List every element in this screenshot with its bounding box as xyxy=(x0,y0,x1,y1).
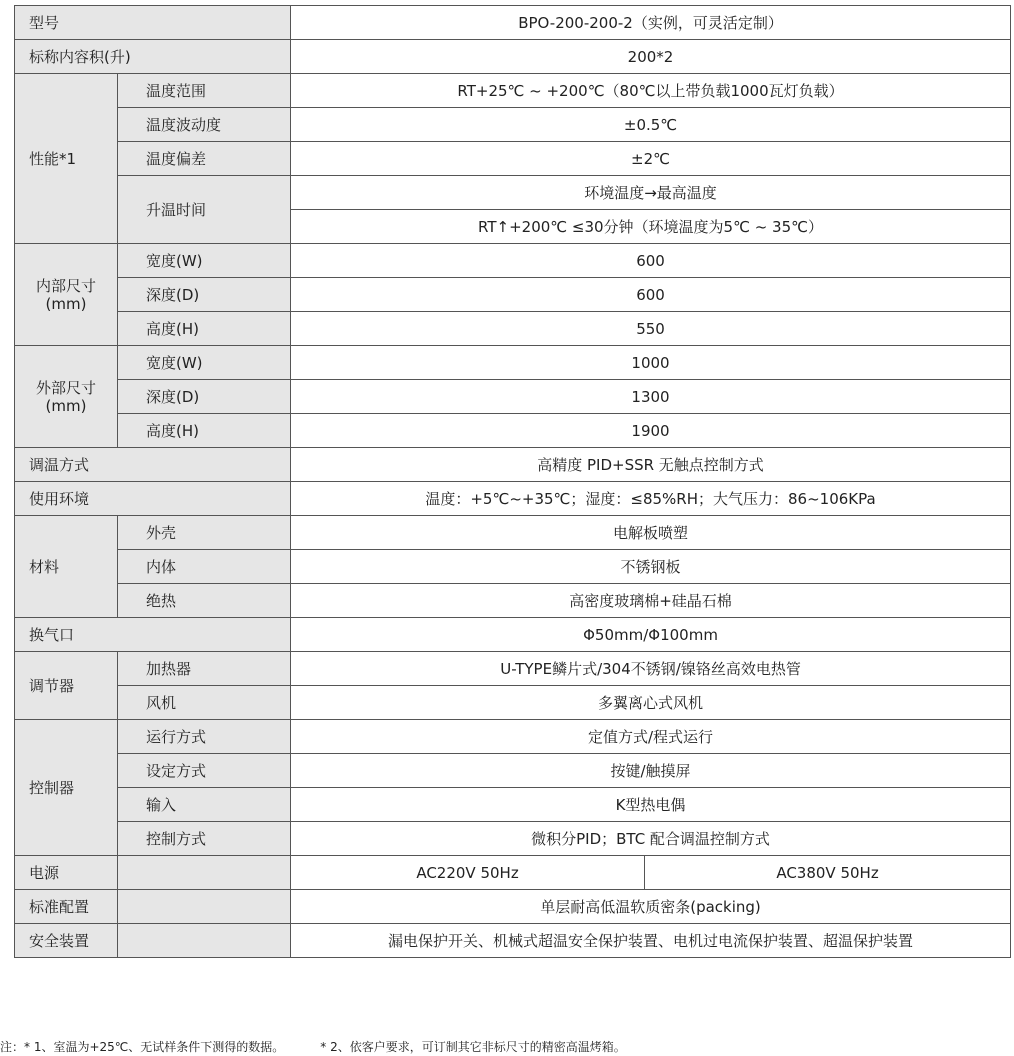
label-controller-run: 运行方式 xyxy=(118,720,291,754)
label-controller-input: 输入 xyxy=(118,788,291,822)
standard-blank-cell xyxy=(118,890,291,924)
value-capacity: 200*2 xyxy=(291,40,1011,74)
value-controller-ctrl: 微积分PID；BTC 配合调温控制方式 xyxy=(291,822,1011,856)
value-outer-width: 1000 xyxy=(291,346,1011,380)
group-regulator: 调节器 xyxy=(15,652,118,720)
footnote-2: * 2、依客户要求，可订制其它非标尺寸的精密高温烤箱。 xyxy=(320,1040,626,1054)
value-material-inner: 不锈钢板 xyxy=(291,550,1011,584)
label-model: 型号 xyxy=(15,6,291,40)
value-outer-height: 1900 xyxy=(291,414,1011,448)
label-vent: 换气口 xyxy=(15,618,291,652)
row-inner-height xyxy=(15,312,1011,346)
row-outer-height xyxy=(15,414,1011,448)
row-vent xyxy=(15,618,1011,652)
row-model xyxy=(15,6,1011,40)
label-inner-depth: 深度(D) xyxy=(118,278,291,312)
value-temp-fluct: ±0.5℃ xyxy=(291,108,1011,142)
row-material-inner xyxy=(15,550,1011,584)
label-controller-set: 设定方式 xyxy=(118,754,291,788)
label-regulator-heater: 加热器 xyxy=(118,652,291,686)
power-blank-cell xyxy=(118,856,291,890)
label-controller-ctrl: 控制方式 xyxy=(118,822,291,856)
label-standard: 标准配置 xyxy=(15,890,118,924)
group-inner-size xyxy=(15,244,118,346)
label-temp-fluct: 温度波动度 xyxy=(118,108,291,142)
value-power-380: AC380V 50Hz xyxy=(645,856,1011,890)
row-material-insulation xyxy=(15,584,1011,618)
label-material-shell: 外壳 xyxy=(118,516,291,550)
value-safety: 漏电保护开关、机械式超温安全保护装置、电机过电流保护装置、超温保护装置 xyxy=(291,924,1011,958)
row-controller-ctrl xyxy=(15,822,1011,856)
label-power: 电源 xyxy=(15,856,118,890)
label-temp-control: 调温方式 xyxy=(15,448,291,482)
value-temp-dev: ±2℃ xyxy=(291,142,1011,176)
value-model: BPO-200-200-2（实例，可灵活定制） xyxy=(291,6,1011,40)
label-material-insulation: 绝热 xyxy=(118,584,291,618)
label-heat-time: 升温时间 xyxy=(118,176,291,244)
label-outer-depth: 深度(D) xyxy=(118,380,291,414)
group-outer-size-line1: 外部尺寸 xyxy=(35,378,96,397)
footnote xyxy=(0,1038,626,1055)
value-material-insulation: 高密度玻璃棉+硅晶石棉 xyxy=(291,584,1011,618)
row-standard xyxy=(15,890,1011,924)
value-vent: Φ50mm/Φ100mm xyxy=(291,618,1011,652)
label-temp-range: 温度范围 xyxy=(118,74,291,108)
row-regulator-fan xyxy=(15,686,1011,720)
safety-blank-cell xyxy=(118,924,291,958)
value-controller-run: 定值方式/程式运行 xyxy=(291,720,1011,754)
group-outer-size xyxy=(15,346,118,448)
row-outer-width xyxy=(15,346,1011,380)
label-safety: 安全装置 xyxy=(15,924,118,958)
value-temp-control: 高精度 PID+SSR 无触点控制方式 xyxy=(291,448,1011,482)
row-outer-depth xyxy=(15,380,1011,414)
value-regulator-heater: U-TYPE鳞片式/304不锈钢/镍铬丝高效电热管 xyxy=(291,652,1011,686)
label-outer-height: 高度(H) xyxy=(118,414,291,448)
label-capacity: 标称内容积(升) xyxy=(15,40,291,74)
value-regulator-fan: 多翼离心式风机 xyxy=(291,686,1011,720)
label-material-inner: 内体 xyxy=(118,550,291,584)
value-inner-depth: 600 xyxy=(291,278,1011,312)
row-temp-control xyxy=(15,448,1011,482)
row-capacity xyxy=(15,40,1011,74)
label-environment: 使用环境 xyxy=(15,482,291,516)
value-environment: 温度：+5℃~+35℃；湿度：≤85%RH；大气压力：86~106KPa xyxy=(291,482,1011,516)
row-temp-fluct xyxy=(15,108,1011,142)
row-temp-dev xyxy=(15,142,1011,176)
row-temp-range xyxy=(15,74,1011,108)
label-regulator-fan: 风机 xyxy=(118,686,291,720)
value-material-shell: 电解板喷塑 xyxy=(291,516,1011,550)
group-controller: 控制器 xyxy=(15,720,118,856)
row-controller-run xyxy=(15,720,1011,754)
row-inner-width xyxy=(15,244,1011,278)
group-inner-size-line1: 内部尺寸 xyxy=(35,276,96,295)
row-controller-set xyxy=(15,754,1011,788)
row-material-shell xyxy=(15,516,1011,550)
label-inner-height: 高度(H) xyxy=(118,312,291,346)
value-controller-set: 按键/触摸屏 xyxy=(291,754,1011,788)
label-temp-dev: 温度偏差 xyxy=(118,142,291,176)
value-temp-range: RT+25℃ ~ +200℃（80℃以上带负载1000瓦灯负载） xyxy=(291,74,1011,108)
value-heat-time-2: RT↑+200℃ ≤30分钟（环境温度为5℃ ~ 35℃） xyxy=(291,210,1011,244)
row-safety xyxy=(15,924,1011,958)
group-inner-size-line2: (mm) xyxy=(45,294,87,313)
row-environment xyxy=(15,482,1011,516)
footnote-1: 注：* 1、室温为+25℃、无试样条件下测得的数据。 xyxy=(0,1040,285,1054)
value-standard: 单层耐高低温软质密条(packing) xyxy=(291,890,1011,924)
value-inner-width: 600 xyxy=(291,244,1011,278)
group-performance: 性能*1 xyxy=(15,74,118,244)
label-outer-width: 宽度(W) xyxy=(118,346,291,380)
value-controller-input: K型热电偶 xyxy=(291,788,1011,822)
group-material: 材料 xyxy=(15,516,118,618)
row-regulator-heater xyxy=(15,652,1011,686)
spec-table xyxy=(14,5,1011,958)
value-outer-depth: 1300 xyxy=(291,380,1011,414)
value-power-220: AC220V 50Hz xyxy=(291,856,645,890)
label-inner-width: 宽度(W) xyxy=(118,244,291,278)
value-heat-time-1: 环境温度→最高温度 xyxy=(291,176,1011,210)
row-controller-input xyxy=(15,788,1011,822)
row-heat-time-1 xyxy=(15,176,1011,210)
row-inner-depth xyxy=(15,278,1011,312)
group-outer-size-line2: (mm) xyxy=(45,396,87,415)
row-power xyxy=(15,856,1011,890)
value-inner-height: 550 xyxy=(291,312,1011,346)
